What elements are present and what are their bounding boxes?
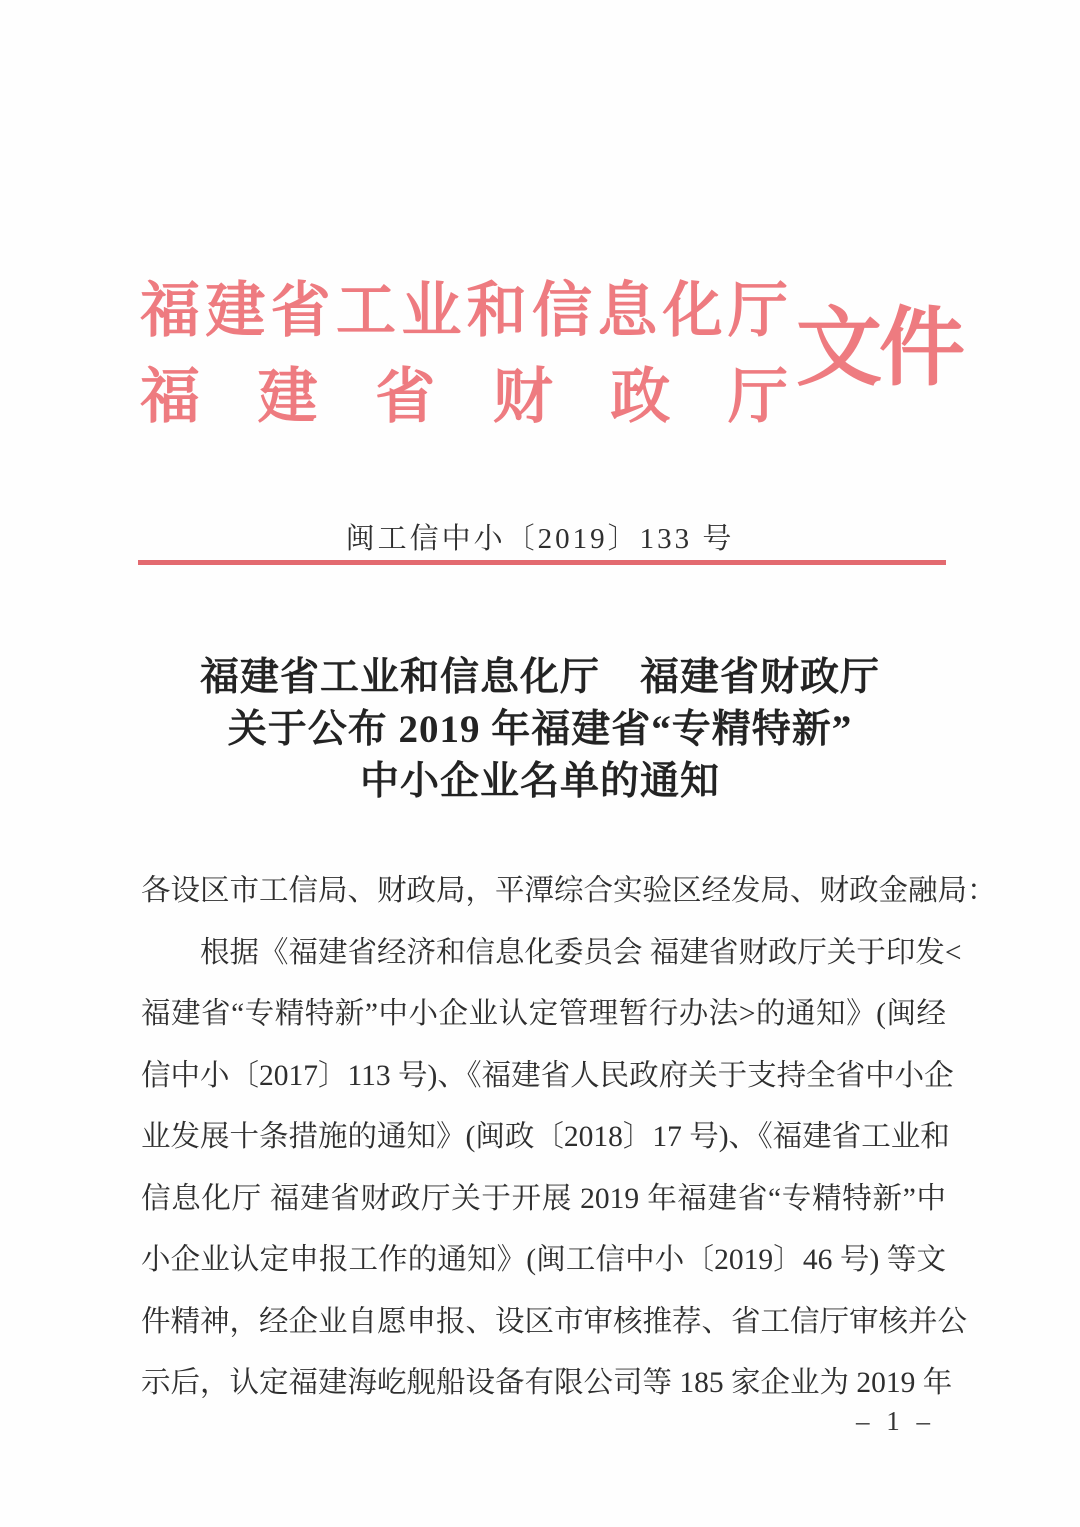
letterhead <box>140 268 962 440</box>
issuer-name-line-1: 福建省工业和信息化厅 <box>140 278 788 344</box>
body-line: 件精神，经企业自愿申报、设区市审核推荐、省工信厅审核并公 <box>141 1305 968 1338</box>
body-line: 业发展十条措施的通知》(闽政〔2018〕17 号)、《福建省工业和 <box>141 1121 950 1153</box>
body-line: 信息化厅 福建省财政厅关于开展 2019 年福建省“专精特新”中 <box>141 1182 946 1215</box>
body-salutation: 各设区市工信局、财政局，平潭综合实验区经发局、财政金融局： <box>141 875 997 907</box>
issuer-name-line-2: 福建省财政厅 <box>140 364 788 430</box>
document-type-label: 文件 <box>796 300 962 396</box>
title-line-1: 福建省工业和信息化厅 福建省财政厅 <box>199 656 880 699</box>
body-line: 示后，认定福建海屹舰船设备有限公司等 185 家企业为 2019 年 <box>141 1367 953 1399</box>
red-divider-rule <box>138 560 946 565</box>
title-line-2: 关于公布 2019 年福建省“专精特新” <box>227 708 853 751</box>
document-number: 闽工信中小〔2019〕133 号 <box>345 523 735 555</box>
document-body <box>141 861 997 1415</box>
body-line: 福建省“专精特新”中小企业认定管理暂行办法>的通知》(闽经 <box>141 998 946 1030</box>
page-number: – 1 – <box>856 1406 935 1436</box>
body-line: 小企业认定申报工作的通知》(闽工信中小〔2019〕46 号) 等文 <box>141 1244 946 1276</box>
body-line: 信中小〔2017〕113 号)、《福建省人民政府关于支持全省中小企 <box>141 1059 954 1092</box>
body-line: 根据《福建省经济和信息化委员会 福建省财政厅关于印发< <box>200 936 962 969</box>
title-line-3: 中小企业名单的通知 <box>359 760 720 803</box>
issuer-names <box>140 268 788 440</box>
document-title <box>0 652 1080 808</box>
